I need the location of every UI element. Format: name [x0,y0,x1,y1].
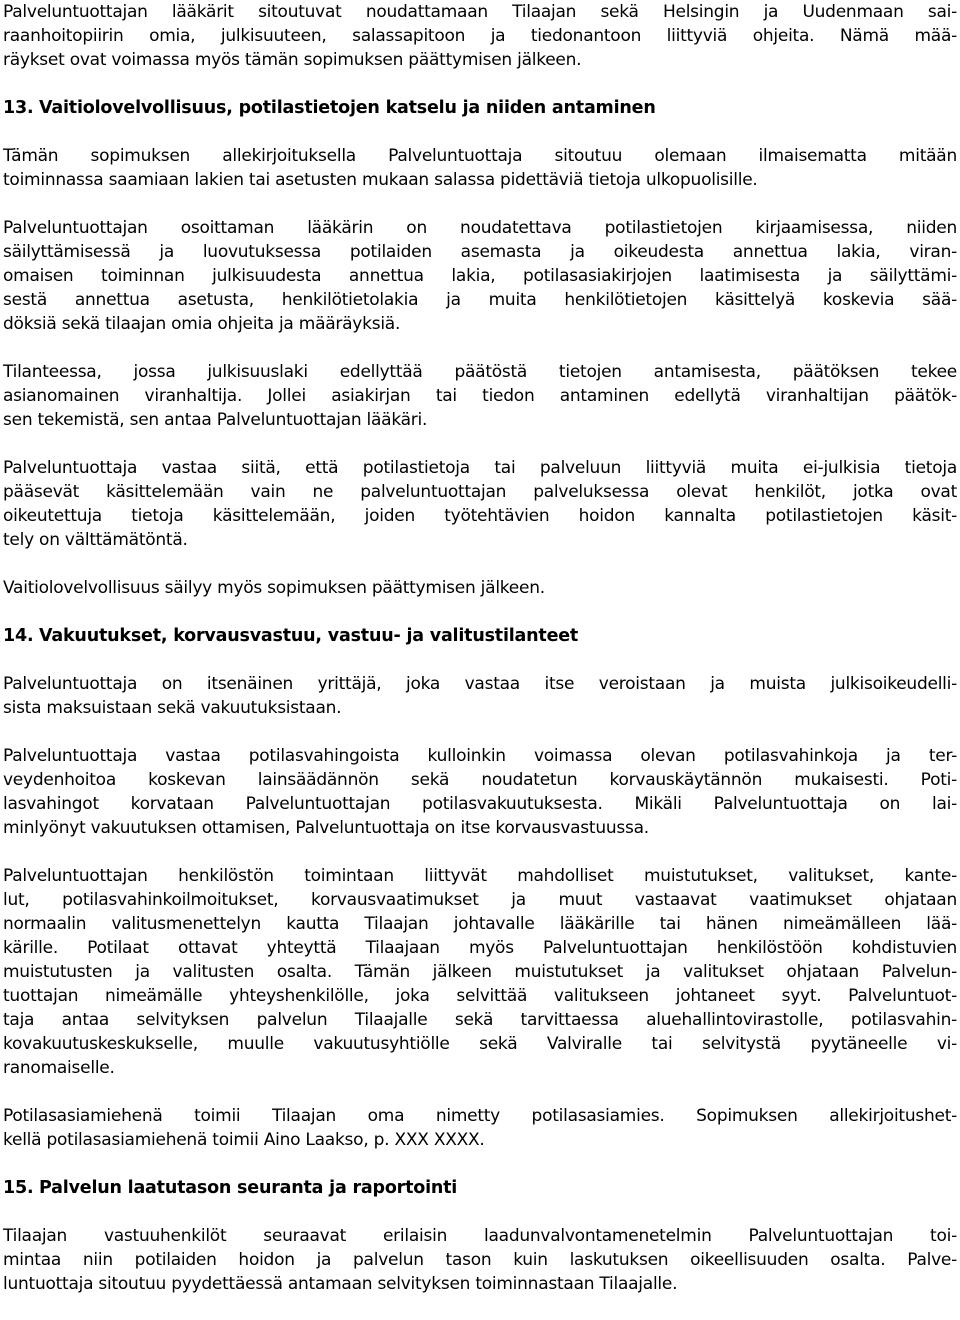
paragraph-confidentiality-instructions [3,0,957,72]
text-line: sen tekemistä, sen antaa Palveluntuottajan lääkäri. [3,410,428,430]
paragraph-information-disclosure [3,360,957,432]
text-line: toiminnassa saamiaan lakien tai asetusten mukaan salassa pidettäviä tietoja ulkopuolisille. [3,170,758,190]
text-line: Palveluntuottajan henkilöstön toimintaan liittyvät mahdolliset muistutukset, valitukset, kante- [3,866,957,886]
text-line: lasvahingot korvataan Palveluntuottajan potilasvakuutuksesta. Mikäli Palveluntuottaja on lai- [3,794,957,814]
section-title: Vaitiolovelvollisuus, potilastietojen katselu ja niiden antaminen [39,98,656,118]
text-line: sista maksuistaan sekä vakuutuksistaan. [3,698,342,718]
text-line: säilyttämisessä ja luovutuksessa potilaiden asemasta ja oikeudesta annettua lakia, viran- [3,242,957,262]
section-number: 13. [3,98,34,118]
text-line: luntuottaja sitoutuu pyydettäessä antamaan selvityksen toiminnastaan Tilaajalle. [3,1274,678,1294]
text-line: Tilaajan vastuuhenkilöt seuraavat erilaisin laadunvalvontamenetelmin Palveluntuottajan toi- [3,1226,957,1246]
text-line: Potilasasiamiehenä toimii Tilaajan oma nimetty potilasasiamies. Sopimuksen allekirjoitushet- [3,1106,957,1126]
text-line: lut, potilasvahinkoilmoitukset, korvausvaatimukset ja muut vastaavat vaatimukset ohjataan [3,890,957,910]
section-number: 14. [3,626,34,646]
paragraph-secrecy-commitment [3,144,957,192]
text-line: taja antaa selvityksen palvelun Tilaajalle sekä tarvittaessa aluehallintovirastolle, potilasvahin- [3,1010,957,1030]
text-line: normaalin valitusmenettelyn kautta Tilaajan johtavalle lääkärille tai hänen nimeämälleen lää- [3,914,957,934]
text-line: sestä annettua asetusta, henkilötietolakia ja muita henkilötietojen käsittelyä koskevia sää- [3,290,957,310]
paragraph-quality-monitoring [3,1224,957,1296]
paragraph-confidentiality-continues [3,576,957,600]
paragraph-independent-contractor [3,672,957,720]
text-line: Palveluntuottaja on itsenäinen yrittäjä, joka vastaa itse veroistaan ja muista julkisoikeudelli- [3,674,957,694]
text-line: Palveluntuottajan lääkärit sitoutuvat noudattamaan Tilaajan sekä Helsingin ja Uudenmaan sai- [3,2,957,22]
text-line: tely on välttämätöntä. [3,530,188,550]
text-line: minlyönyt vakuutuksen ottamisen, Palveluntuottaja on itse korvausvastuussa. [3,818,649,838]
section-title: Palvelun laatutason seuranta ja raportointi [39,1178,458,1198]
text-line: kärille. Potilaat ottavat yhteyttä Tilaajaan myös Palveluntuottajan henkilöstöön kohdistuvien [3,938,957,958]
text-line: raanhoitopiirin omia, julkisuuteen, salassapitoon ja tiedonantoon liittyviä ohjeita. Nämä mää- [3,26,957,46]
text-line: Vaitiolovelvollisuus säilyy myös sopimuksen päättymisen jälkeen. [3,578,545,598]
text-line: tuottajan nimeämälle yhteyshenkilölle, joka selvittää valitukseen johtaneet syyt. Palveluntuot- [3,986,957,1006]
text-line: veydenhoitoa koskevan lainsäädännön sekä noudatetun korvauskäytännön mukaisesti. Poti- [3,770,957,790]
text-line: Tilanteessa, jossa julkisuuslaki edellyttää päätöstä tietojen antamisesta, päätöksen tekee [3,362,957,382]
section-heading-14 [3,624,957,648]
text-line: omaisen toiminnan julkisuudesta annettua lakia, potilasasiakirjojen laatimisesta ja säilyttämi- [3,266,957,286]
paragraph-patient-records-law [3,216,957,336]
text-line: räykset ovat voimassa myös tämän sopimuksen päättymisen jälkeen. [3,50,582,70]
text-line: Palveluntuottaja vastaa siitä, että potilastietoja tai palveluun liittyviä muita ei-julkisia tietoja [3,458,957,478]
section-number: 15. [3,1178,34,1198]
text-line: oikeutettuja tietoja käsittelemään, joiden työtehtävien hoidon kannalta potilastietojen käsit- [3,506,957,526]
text-line: Palveluntuottajan osoittaman lääkärin on noudatettava potilastietojen kirjaamisessa, niiden [3,218,957,238]
section-heading-15 [3,1176,957,1200]
text-line: mintaa niin potilaiden hoidon ja palvelun tason kuin laskutuksen oikeellisuuden osalta. Palve- [3,1250,957,1270]
text-line: Tämän sopimuksen allekirjoituksella Palveluntuottaja sitoutuu olemaan ilmaisematta mitään [3,146,957,166]
text-line: ranomaiselle. [3,1058,115,1078]
text-line: asianomainen viranhaltija. Jollei asiakirjan tai tiedon antaminen edellytä viranhaltijan päätök- [3,386,957,406]
text-line: pääsevät käsittelemään vain ne palveluntuottajan palveluksessa olevat henkilöt, jotka ovat [3,482,957,502]
paragraph-patient-injury-liability [3,744,957,840]
text-line: kovakuutuskeskukselle, muulle vakuutusyhtiölle sekä Valviralle tai selvitystä pyytäneelle vi- [3,1034,957,1054]
section-title: Vakuutukset, korvausvastuu, vastuu- ja valitustilanteet [39,626,579,646]
text-line: Palveluntuottaja vastaa potilasvahingoista kulloinkin voimassa olevan potilasvahinkoja ja ter- [3,746,957,766]
text-line: muistutusten ja valitusten osalta. Tämän jälkeen muistutukset ja valitukset ohjataan Palvelun- [3,962,957,982]
text-line: kellä potilasasiamiehenä toimii Aino Laakso, p. XXX XXXX. [3,1130,485,1150]
paragraph-data-access [3,456,957,552]
document-page [3,0,957,1320]
text-line: döksiä sekä tilaajan omia ohjeita ja määräyksiä. [3,314,401,334]
section-heading-13 [3,96,957,120]
paragraph-complaints-procedure [3,864,957,1080]
paragraph-patient-ombudsman [3,1104,957,1152]
